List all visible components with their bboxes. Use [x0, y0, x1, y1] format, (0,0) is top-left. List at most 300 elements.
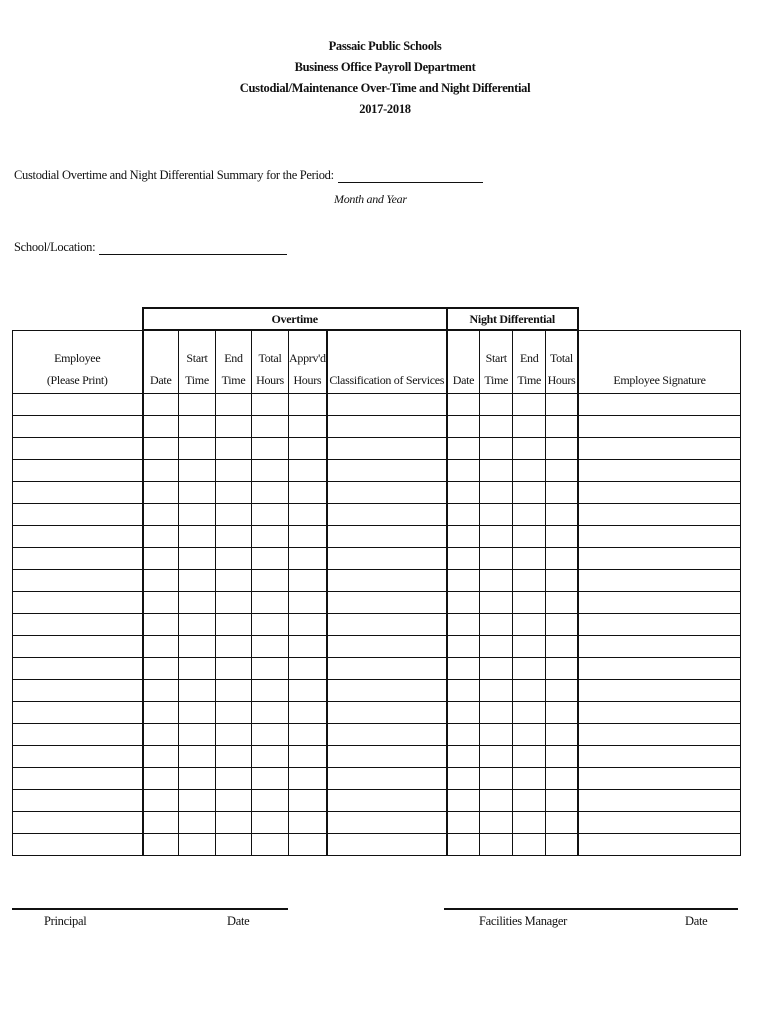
cell-nd-total-hours[interactable]: [546, 746, 578, 768]
cell-nd-start-time[interactable]: [480, 504, 513, 526]
school-district-title: Passaic Public Schools: [328, 39, 442, 53]
facilities-manager-signature-line[interactable]: [444, 908, 738, 910]
cell-nd-date[interactable]: [447, 570, 480, 592]
cell-nd-start-time[interactable]: [480, 438, 513, 460]
cell-nd-date[interactable]: [447, 592, 480, 614]
cell-classification[interactable]: [327, 394, 447, 416]
cell-ot-approved-hours[interactable]: [289, 768, 327, 790]
cell-employee[interactable]: [13, 746, 143, 768]
cell-ot-approved-hours[interactable]: [289, 570, 327, 592]
cell-nd-date[interactable]: [447, 614, 480, 636]
cell-ot-total-hours[interactable]: [252, 504, 289, 526]
cell-ot-approved-hours[interactable]: [289, 790, 327, 812]
cell-ot-start-time[interactable]: [179, 724, 216, 746]
cell-nd-date[interactable]: [447, 504, 480, 526]
cell-ot-start-time[interactable]: [179, 570, 216, 592]
cell-ot-date[interactable]: [143, 658, 179, 680]
cell-ot-end-time[interactable]: [216, 658, 252, 680]
cell-employee[interactable]: [13, 658, 143, 680]
table-row: [13, 702, 741, 724]
cell-nd-total-hours[interactable]: [546, 438, 578, 460]
cell-nd-end-time[interactable]: [513, 482, 546, 504]
cell-ot-date[interactable]: [143, 614, 179, 636]
school-year: 2017-2018: [359, 102, 411, 116]
cell-classification[interactable]: [327, 526, 447, 548]
cell-ot-start-time[interactable]: [179, 526, 216, 548]
cell-ot-total-hours[interactable]: [252, 438, 289, 460]
cell-nd-start-time[interactable]: [480, 746, 513, 768]
cell-nd-date[interactable]: [447, 438, 480, 460]
cell-ot-end-time[interactable]: [216, 680, 252, 702]
cell-ot-date[interactable]: [143, 394, 179, 416]
cell-nd-end-time[interactable]: [513, 812, 546, 834]
col-ot-approved-line1: Apprv'd: [289, 351, 326, 365]
cell-nd-end-time[interactable]: [513, 724, 546, 746]
cell-nd-start-time[interactable]: [480, 482, 513, 504]
cell-ot-approved-hours[interactable]: [289, 460, 327, 482]
cell-employee[interactable]: [13, 438, 143, 460]
cell-ot-date[interactable]: [143, 548, 179, 570]
cell-nd-total-hours[interactable]: [546, 416, 578, 438]
cell-ot-end-time[interactable]: [216, 438, 252, 460]
col-ot-total-hours: [252, 330, 289, 394]
cell-ot-date[interactable]: [143, 592, 179, 614]
cell-ot-total-hours[interactable]: [252, 614, 289, 636]
cell-nd-end-time[interactable]: [513, 438, 546, 460]
cell-ot-total-hours[interactable]: [252, 702, 289, 724]
col-employee-line2: (Please Print): [46, 373, 108, 387]
cell-nd-start-time[interactable]: [480, 790, 513, 812]
cell-classification[interactable]: [327, 680, 447, 702]
cell-employee-signature[interactable]: [578, 592, 741, 614]
cell-nd-start-time[interactable]: [480, 460, 513, 482]
cell-nd-total-hours[interactable]: [546, 592, 578, 614]
cell-ot-date[interactable]: [143, 526, 179, 548]
cell-ot-total-hours[interactable]: [252, 768, 289, 790]
cell-nd-end-time[interactable]: [513, 702, 546, 724]
col-nd-end-time: [513, 330, 546, 394]
cell-employee-signature[interactable]: [578, 834, 741, 856]
cell-ot-total-hours[interactable]: [252, 482, 289, 504]
cell-ot-total-hours[interactable]: [252, 526, 289, 548]
facilities-manager-date-label: Date: [685, 914, 708, 928]
cell-classification[interactable]: [327, 658, 447, 680]
cell-employee[interactable]: [13, 790, 143, 812]
cell-ot-total-hours[interactable]: [252, 416, 289, 438]
cell-ot-start-time[interactable]: [179, 394, 216, 416]
cell-employee-signature[interactable]: [578, 746, 741, 768]
cell-employee[interactable]: [13, 460, 143, 482]
cell-ot-start-time[interactable]: [179, 702, 216, 724]
period-label: Custodial Overtime and Night Differential Summary for the Period:: [14, 168, 334, 182]
period-hint: Month and Year: [334, 192, 407, 206]
cell-nd-total-hours[interactable]: [546, 636, 578, 658]
cell-classification[interactable]: [327, 724, 447, 746]
table-row: [13, 768, 741, 790]
cell-ot-end-time[interactable]: [216, 460, 252, 482]
cell-nd-date[interactable]: [447, 394, 480, 416]
cell-employee-signature[interactable]: [578, 724, 741, 746]
cell-ot-start-time[interactable]: [179, 812, 216, 834]
cell-nd-start-time[interactable]: [480, 548, 513, 570]
cell-ot-date[interactable]: [143, 504, 179, 526]
cell-nd-total-hours[interactable]: [546, 394, 578, 416]
cell-ot-date[interactable]: [143, 812, 179, 834]
cell-ot-end-time[interactable]: [216, 746, 252, 768]
cell-ot-approved-hours[interactable]: [289, 548, 327, 570]
facilities-manager-label: Facilities Manager: [479, 914, 567, 928]
cell-classification[interactable]: [327, 614, 447, 636]
cell-employee-signature[interactable]: [578, 680, 741, 702]
cell-ot-approved-hours[interactable]: [289, 394, 327, 416]
cell-ot-start-time[interactable]: [179, 504, 216, 526]
cell-nd-start-time[interactable]: [480, 812, 513, 834]
cell-classification[interactable]: [327, 812, 447, 834]
cell-ot-approved-hours[interactable]: [289, 438, 327, 460]
col-ot-approved-hours: [289, 330, 327, 394]
principal-signature-line[interactable]: [12, 908, 288, 910]
cell-employee[interactable]: [13, 526, 143, 548]
cell-ot-start-time[interactable]: [179, 834, 216, 856]
cell-employee-signature[interactable]: [578, 460, 741, 482]
cell-nd-date[interactable]: [447, 416, 480, 438]
cell-employee-signature[interactable]: [578, 614, 741, 636]
cell-employee-signature[interactable]: [578, 526, 741, 548]
table-row: [13, 812, 741, 834]
cell-classification[interactable]: [327, 482, 447, 504]
cell-ot-date[interactable]: [143, 416, 179, 438]
cell-ot-date[interactable]: [143, 724, 179, 746]
cell-ot-date[interactable]: [143, 702, 179, 724]
cell-classification[interactable]: [327, 702, 447, 724]
cell-nd-date[interactable]: [447, 548, 480, 570]
cell-ot-approved-hours[interactable]: [289, 724, 327, 746]
cell-ot-total-hours[interactable]: [252, 812, 289, 834]
cell-ot-total-hours[interactable]: [252, 636, 289, 658]
cell-classification[interactable]: [327, 636, 447, 658]
department-title: Business Office Payroll Department: [294, 60, 476, 74]
col-ot-end-time: [216, 330, 252, 394]
cell-nd-end-time[interactable]: [513, 658, 546, 680]
cell-employee-signature[interactable]: [578, 658, 741, 680]
table-row: [13, 746, 741, 768]
cell-classification[interactable]: [327, 438, 447, 460]
cell-nd-start-time[interactable]: [480, 416, 513, 438]
form-header: [0, 36, 770, 120]
cell-ot-total-hours[interactable]: [252, 658, 289, 680]
cell-employee-signature[interactable]: [578, 702, 741, 724]
school-location-blank-line[interactable]: [99, 241, 287, 255]
cell-nd-end-time[interactable]: [513, 548, 546, 570]
cell-nd-start-time[interactable]: [480, 680, 513, 702]
cell-nd-start-time[interactable]: [480, 570, 513, 592]
cell-ot-date[interactable]: [143, 570, 179, 592]
cell-nd-total-hours[interactable]: [546, 526, 578, 548]
cell-ot-date[interactable]: [143, 438, 179, 460]
cell-nd-start-time[interactable]: [480, 834, 513, 856]
cell-ot-start-time[interactable]: [179, 592, 216, 614]
cell-ot-approved-hours[interactable]: [289, 834, 327, 856]
cell-nd-date[interactable]: [447, 526, 480, 548]
cell-employee-signature[interactable]: [578, 790, 741, 812]
cell-nd-end-time[interactable]: [513, 636, 546, 658]
cell-ot-approved-hours[interactable]: [289, 702, 327, 724]
cell-nd-end-time[interactable]: [513, 416, 546, 438]
cell-employee[interactable]: [13, 724, 143, 746]
cell-employee-signature[interactable]: [578, 482, 741, 504]
cell-ot-end-time[interactable]: [216, 526, 252, 548]
col-nd-start-line2: Time: [484, 373, 509, 387]
cell-employee[interactable]: [13, 812, 143, 834]
cell-nd-end-time[interactable]: [513, 746, 546, 768]
cell-ot-end-time[interactable]: [216, 636, 252, 658]
cell-nd-total-hours[interactable]: [546, 658, 578, 680]
col-ot-date: Date: [143, 330, 179, 394]
col-employee-signature: Employee Signature: [578, 330, 741, 394]
cell-ot-total-hours[interactable]: [252, 834, 289, 856]
cell-ot-end-time[interactable]: [216, 592, 252, 614]
cell-employee-signature[interactable]: [578, 548, 741, 570]
cell-ot-approved-hours[interactable]: [289, 504, 327, 526]
cell-nd-date[interactable]: [447, 482, 480, 504]
cell-classification[interactable]: [327, 768, 447, 790]
cell-ot-total-hours[interactable]: [252, 790, 289, 812]
cell-classification[interactable]: [327, 592, 447, 614]
cell-ot-start-time[interactable]: [179, 746, 216, 768]
cell-classification[interactable]: [327, 416, 447, 438]
cell-nd-total-hours[interactable]: [546, 724, 578, 746]
table-row: [13, 416, 741, 438]
cell-ot-total-hours[interactable]: [252, 724, 289, 746]
cell-ot-start-time[interactable]: [179, 636, 216, 658]
col-ot-end-line2: Time: [221, 373, 246, 387]
cell-ot-total-hours[interactable]: [252, 680, 289, 702]
cell-ot-end-time[interactable]: [216, 416, 252, 438]
cell-ot-date[interactable]: [143, 636, 179, 658]
cell-nd-total-hours[interactable]: [546, 504, 578, 526]
cell-employee-signature[interactable]: [578, 636, 741, 658]
cell-ot-start-time[interactable]: [179, 790, 216, 812]
overtime-table: [12, 307, 741, 856]
cell-ot-date[interactable]: [143, 460, 179, 482]
cell-nd-date[interactable]: [447, 768, 480, 790]
table-row: [13, 636, 741, 658]
cell-nd-start-time[interactable]: [480, 768, 513, 790]
cell-ot-end-time[interactable]: [216, 790, 252, 812]
cell-ot-end-time[interactable]: [216, 570, 252, 592]
col-nd-total-hours: [546, 330, 578, 394]
cell-ot-start-time[interactable]: [179, 680, 216, 702]
cell-ot-start-time[interactable]: [179, 614, 216, 636]
cell-nd-total-hours[interactable]: [546, 680, 578, 702]
cell-nd-total-hours[interactable]: [546, 790, 578, 812]
cell-employee[interactable]: [13, 548, 143, 570]
column-header-row: [13, 330, 741, 394]
cell-nd-end-time[interactable]: [513, 614, 546, 636]
cell-nd-date[interactable]: [447, 834, 480, 856]
cell-nd-total-hours[interactable]: [546, 570, 578, 592]
cell-employee[interactable]: [13, 680, 143, 702]
cell-nd-end-time[interactable]: [513, 680, 546, 702]
cell-ot-total-hours[interactable]: [252, 460, 289, 482]
cell-nd-end-time[interactable]: [513, 394, 546, 416]
cell-nd-end-time[interactable]: [513, 460, 546, 482]
cell-employee[interactable]: [13, 636, 143, 658]
col-nd-total-line1: Total: [549, 351, 573, 365]
cell-ot-total-hours[interactable]: [252, 570, 289, 592]
cell-nd-start-time[interactable]: [480, 592, 513, 614]
cell-ot-total-hours[interactable]: [252, 592, 289, 614]
cell-ot-approved-hours[interactable]: [289, 592, 327, 614]
col-ot-total-line2: Hours: [256, 373, 284, 387]
table-row: [13, 834, 741, 856]
school-location-field: [14, 240, 287, 255]
cell-employee-signature[interactable]: [578, 504, 741, 526]
cell-classification[interactable]: [327, 460, 447, 482]
cell-nd-total-hours[interactable]: [546, 614, 578, 636]
cell-employee-signature[interactable]: [578, 570, 741, 592]
cell-classification[interactable]: [327, 790, 447, 812]
school-location-label: School/Location:: [14, 240, 96, 254]
cell-employee[interactable]: [13, 768, 143, 790]
cell-ot-approved-hours[interactable]: [289, 812, 327, 834]
cell-employee-signature[interactable]: [578, 768, 741, 790]
period-blank-line[interactable]: [338, 169, 483, 183]
col-nd-start-time: [480, 330, 513, 394]
cell-nd-start-time[interactable]: [480, 658, 513, 680]
cell-nd-total-hours[interactable]: [546, 482, 578, 504]
cell-ot-end-time[interactable]: [216, 548, 252, 570]
cell-employee-signature[interactable]: [578, 812, 741, 834]
cell-ot-end-time[interactable]: [216, 482, 252, 504]
cell-employee[interactable]: [13, 834, 143, 856]
cell-nd-end-time[interactable]: [513, 570, 546, 592]
table-row: [13, 548, 741, 570]
cell-classification[interactable]: [327, 504, 447, 526]
cell-ot-date[interactable]: [143, 746, 179, 768]
cell-nd-start-time[interactable]: [480, 636, 513, 658]
table-row: [13, 526, 741, 548]
cell-ot-date[interactable]: [143, 680, 179, 702]
cell-employee-signature[interactable]: [578, 394, 741, 416]
cell-ot-end-time[interactable]: [216, 724, 252, 746]
cell-nd-date[interactable]: [447, 724, 480, 746]
cell-employee[interactable]: [13, 416, 143, 438]
cell-ot-date[interactable]: [143, 790, 179, 812]
cell-ot-end-time[interactable]: [216, 504, 252, 526]
cell-employee[interactable]: [13, 394, 143, 416]
col-employee-line1: Employee: [54, 351, 101, 365]
cell-ot-date[interactable]: [143, 768, 179, 790]
cell-ot-start-time[interactable]: [179, 658, 216, 680]
cell-nd-date[interactable]: [447, 812, 480, 834]
cell-classification[interactable]: [327, 548, 447, 570]
period-field: [14, 168, 483, 183]
cell-nd-date[interactable]: [447, 636, 480, 658]
cell-ot-end-time[interactable]: [216, 834, 252, 856]
cell-employee[interactable]: [13, 702, 143, 724]
cell-ot-date[interactable]: [143, 482, 179, 504]
cell-nd-total-hours[interactable]: [546, 834, 578, 856]
cell-ot-date[interactable]: [143, 834, 179, 856]
cell-nd-date[interactable]: [447, 746, 480, 768]
cell-nd-date[interactable]: [447, 460, 480, 482]
cell-ot-approved-hours[interactable]: [289, 614, 327, 636]
cell-ot-total-hours[interactable]: [252, 746, 289, 768]
cell-employee-signature[interactable]: [578, 438, 741, 460]
cell-employee[interactable]: [13, 504, 143, 526]
cell-classification[interactable]: [327, 746, 447, 768]
cell-employee[interactable]: [13, 482, 143, 504]
cell-nd-total-hours[interactable]: [546, 702, 578, 724]
cell-nd-total-hours[interactable]: [546, 548, 578, 570]
cell-ot-start-time[interactable]: [179, 768, 216, 790]
cell-nd-start-time[interactable]: [480, 614, 513, 636]
cell-ot-approved-hours[interactable]: [289, 482, 327, 504]
cell-nd-end-time[interactable]: [513, 834, 546, 856]
cell-employee[interactable]: [13, 592, 143, 614]
col-ot-start-line2: Time: [185, 373, 209, 387]
cell-nd-end-time[interactable]: [513, 790, 546, 812]
cell-ot-end-time[interactable]: [216, 702, 252, 724]
cell-ot-start-time[interactable]: [179, 460, 216, 482]
cell-ot-approved-hours[interactable]: [289, 746, 327, 768]
cell-nd-date[interactable]: [447, 790, 480, 812]
cell-ot-start-time[interactable]: [179, 548, 216, 570]
cell-nd-total-hours[interactable]: [546, 768, 578, 790]
table-row: [13, 790, 741, 812]
col-nd-end-line2: Time: [517, 373, 542, 387]
cell-nd-date[interactable]: [447, 658, 480, 680]
cell-ot-approved-hours[interactable]: [289, 680, 327, 702]
cell-ot-start-time[interactable]: [179, 482, 216, 504]
cell-ot-end-time[interactable]: [216, 614, 252, 636]
cell-ot-approved-hours[interactable]: [289, 526, 327, 548]
cell-ot-total-hours[interactable]: [252, 394, 289, 416]
cell-ot-start-time[interactable]: [179, 438, 216, 460]
cell-nd-start-time[interactable]: [480, 526, 513, 548]
cell-nd-end-time[interactable]: [513, 592, 546, 614]
cell-ot-approved-hours[interactable]: [289, 658, 327, 680]
col-ot-start-line1: Start: [186, 351, 208, 365]
cell-nd-total-hours[interactable]: [546, 812, 578, 834]
cell-nd-start-time[interactable]: [480, 394, 513, 416]
cell-nd-end-time[interactable]: [513, 504, 546, 526]
table-row: [13, 724, 741, 746]
cell-nd-start-time[interactable]: [480, 724, 513, 746]
table-row: [13, 614, 741, 636]
cell-nd-date[interactable]: [447, 702, 480, 724]
cell-ot-approved-hours[interactable]: [289, 416, 327, 438]
cell-classification[interactable]: [327, 834, 447, 856]
cell-nd-date[interactable]: [447, 680, 480, 702]
cell-ot-end-time[interactable]: [216, 812, 252, 834]
cell-nd-end-time[interactable]: [513, 768, 546, 790]
cell-employee[interactable]: [13, 614, 143, 636]
cell-nd-start-time[interactable]: [480, 702, 513, 724]
cell-employee-signature[interactable]: [578, 416, 741, 438]
cell-ot-total-hours[interactable]: [252, 548, 289, 570]
cell-ot-end-time[interactable]: [216, 394, 252, 416]
cell-ot-start-time[interactable]: [179, 416, 216, 438]
cell-nd-total-hours[interactable]: [546, 460, 578, 482]
cell-ot-approved-hours[interactable]: [289, 636, 327, 658]
cell-classification[interactable]: [327, 570, 447, 592]
cell-employee[interactable]: [13, 570, 143, 592]
cell-ot-end-time[interactable]: [216, 768, 252, 790]
col-nd-start-line1: Start: [485, 351, 507, 365]
cell-nd-end-time[interactable]: [513, 526, 546, 548]
